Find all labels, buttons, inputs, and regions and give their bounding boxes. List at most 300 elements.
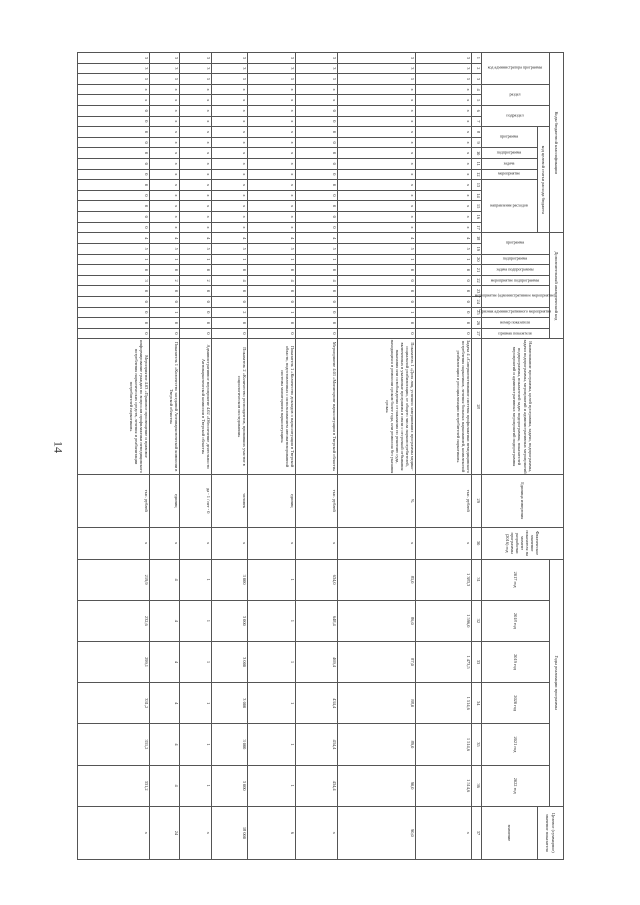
- row-year-value: 4: [150, 641, 180, 682]
- column-number: 3: [472, 74, 482, 85]
- row-year-value: 4: [150, 765, 180, 806]
- code-cell: 3: [78, 275, 150, 286]
- code-cell: x: [416, 169, 472, 180]
- code-cell: x: [338, 148, 416, 159]
- row-factual: x: [416, 527, 472, 559]
- row-name: Показатель 1 «Количество докладов о наркоситуации в Тверской области, подготовленных с использованием автоматизированной системы мониторинга наркоситуации»: [248, 339, 296, 474]
- code-cell: x: [150, 105, 180, 116]
- row-year-value: 1 473,5: [416, 641, 472, 682]
- row-year-value: 1: [248, 641, 296, 682]
- code-cell: 0: [150, 328, 180, 339]
- row-final: x: [78, 806, 150, 859]
- column-number: 29: [472, 474, 482, 527]
- column-number-row: [472, 53, 482, 860]
- header-activity: мероприятие: [482, 169, 538, 180]
- column-number: 4: [472, 84, 482, 95]
- code-cell: x: [248, 84, 296, 95]
- code-cell: 0: [78, 169, 150, 180]
- code-cell: 0: [296, 127, 338, 138]
- row-final: x: [180, 806, 212, 859]
- code-cell: 0: [150, 318, 180, 329]
- row-year-value: 299,1: [78, 641, 150, 682]
- code-cell: x: [248, 169, 296, 180]
- code-cell: x: [180, 222, 212, 233]
- code-cell: 0: [296, 265, 338, 276]
- code-cell: 5: [78, 74, 150, 85]
- code-cell: x: [150, 222, 180, 233]
- code-cell: 3: [78, 63, 150, 74]
- code-cell: x: [248, 190, 296, 201]
- row-final: 6: [248, 806, 296, 859]
- code-cell: x: [416, 105, 472, 116]
- code-cell: 1: [296, 254, 338, 265]
- column-number: 6: [472, 105, 482, 116]
- row-final: 90,0: [338, 806, 416, 859]
- code-cell: 1: [338, 307, 416, 318]
- code-cell: 3: [150, 63, 180, 74]
- code-cell: 0: [212, 265, 248, 276]
- code-cell: x: [248, 180, 296, 191]
- code-cell: x: [150, 201, 180, 212]
- code-cell: 0: [296, 116, 338, 127]
- header-final: Целевое (суммарное) значение показателя: [538, 806, 564, 859]
- column-number: 30: [472, 527, 482, 559]
- code-cell: 0: [296, 137, 338, 148]
- column-number: 23: [472, 286, 482, 297]
- code-cell: 5: [416, 74, 472, 85]
- row-unit: единиц: [248, 474, 296, 527]
- code-cell: x: [248, 127, 296, 138]
- code-cell: 0: [150, 265, 180, 276]
- rotated-table-wrapper: [86, 52, 564, 860]
- column-number: 14: [472, 190, 482, 201]
- row-year-value: 88,0: [338, 683, 416, 724]
- code-cell: 3: [78, 53, 150, 64]
- code-cell: x: [338, 127, 416, 138]
- table-row: [150, 53, 180, 860]
- code-cell: 0: [338, 286, 416, 297]
- column-number: 22: [472, 275, 482, 286]
- row-name: Административное мероприятие 4.02 «Обеспечение деятельности Антинаркотической комиссии в Тверской области»: [180, 339, 212, 474]
- column-number: 16: [472, 211, 482, 222]
- row-year-value: 1 514,6: [416, 765, 472, 806]
- code-cell: x: [416, 137, 472, 148]
- code-cell: x: [248, 211, 296, 222]
- row-factual: x: [338, 527, 416, 559]
- table-row: [296, 53, 338, 860]
- code-cell: x: [150, 137, 180, 148]
- header-year-5: 2021 год: [482, 724, 550, 765]
- column-number: 27: [472, 328, 482, 339]
- header-year-6: 2022 год: [482, 765, 550, 806]
- rotated-page: [86, 52, 564, 860]
- code-cell: 0: [296, 328, 338, 339]
- code-cell: 0: [296, 158, 338, 169]
- code-cell: x: [416, 201, 472, 212]
- row-year-value: 434,4: [296, 724, 338, 765]
- code-cell: x: [338, 201, 416, 212]
- code-cell: x: [248, 137, 296, 148]
- code-cell: 3: [338, 53, 416, 64]
- row-year-value: 3 000: [212, 724, 248, 765]
- code-cell: x: [416, 180, 472, 191]
- code-cell: 0: [78, 148, 150, 159]
- code-cell: x: [212, 137, 248, 148]
- row-year-value: 648,4: [296, 600, 338, 641]
- row-name: Задача 4 «Совершенствование системы профилактики немедицинского потребления наркотиков, лечения больных наркоманией, комплексной реабилитации и ресоциализации потребителей наркотиков»: [416, 339, 472, 474]
- code-cell: x: [180, 190, 212, 201]
- code-cell: 0: [180, 307, 212, 318]
- code-cell: x: [338, 169, 416, 180]
- code-cell: x: [150, 190, 180, 201]
- code-cell: x: [338, 211, 416, 222]
- header-a-activity-sub: мероприятие подпрограммы: [482, 275, 550, 286]
- code-cell: x: [180, 180, 212, 191]
- code-cell: 1: [78, 254, 150, 265]
- code-cell: 0: [212, 286, 248, 297]
- row-year-value: 1: [248, 600, 296, 641]
- code-cell: x: [180, 169, 212, 180]
- code-cell: 4: [180, 233, 212, 244]
- code-cell: 0: [78, 328, 150, 339]
- code-cell: x: [212, 148, 248, 159]
- code-cell: 0: [416, 286, 472, 297]
- code-cell: x: [212, 190, 248, 201]
- row-year-value: 1: [248, 724, 296, 765]
- code-cell: 0: [180, 296, 212, 307]
- code-cell: 5: [296, 74, 338, 85]
- code-cell: x: [248, 105, 296, 116]
- code-cell: 3: [296, 53, 338, 64]
- code-cell: 0: [416, 328, 472, 339]
- table-row: [78, 53, 150, 860]
- header-a-task-sub: задача подпрограммы: [482, 265, 550, 276]
- code-cell: 5: [180, 74, 212, 85]
- table-row: [180, 53, 212, 860]
- column-number: 31: [472, 559, 482, 600]
- column-number: 37: [472, 806, 482, 859]
- code-cell: x: [416, 95, 472, 106]
- code-cell: 5: [338, 74, 416, 85]
- row-year-value: 331,2: [78, 724, 150, 765]
- row-year-value: 85,0: [338, 559, 416, 600]
- code-cell: 5: [78, 243, 150, 254]
- column-number: 17: [472, 222, 482, 233]
- code-cell: 3: [150, 53, 180, 64]
- code-cell: x: [338, 222, 416, 233]
- row-year-value: 90,0: [338, 765, 416, 806]
- row-year-value: 1: [248, 559, 296, 600]
- row-year-value: 232,6: [78, 600, 150, 641]
- header-a-admin-activity: мероприятие (административное мероприятие): [482, 286, 550, 307]
- row-year-value: 3 000: [212, 765, 248, 806]
- code-cell: 0: [296, 307, 338, 318]
- code-cell: 4: [248, 233, 296, 244]
- header-year-1: 2017 год: [482, 559, 550, 600]
- code-cell: 0: [248, 265, 296, 276]
- header-a-indicator-type: признак показателя: [482, 328, 550, 339]
- header-target-article: код целевой статьи расхода бюджета: [538, 127, 550, 233]
- code-cell: 4: [78, 233, 150, 244]
- code-cell: x: [338, 84, 416, 95]
- row-year-value: 4: [150, 600, 180, 641]
- row-year-value: 331,2: [78, 765, 150, 806]
- table-row: [338, 53, 416, 860]
- code-cell: 3: [416, 53, 472, 64]
- code-cell: x: [150, 169, 180, 180]
- code-cell: 0: [296, 296, 338, 307]
- code-cell: x: [212, 158, 248, 169]
- code-cell: 0: [248, 286, 296, 297]
- code-cell: 5: [296, 243, 338, 254]
- code-cell: x: [180, 137, 212, 148]
- column-number: 1: [472, 53, 482, 64]
- code-cell: 5: [212, 243, 248, 254]
- code-cell: x: [212, 180, 248, 191]
- code-cell: 0: [296, 105, 338, 116]
- code-cell: 4: [212, 233, 248, 244]
- code-cell: x: [338, 180, 416, 191]
- header-admin-code: код администратора программы: [482, 53, 550, 85]
- code-cell: x: [150, 180, 180, 191]
- code-cell: 3: [248, 63, 296, 74]
- table-row: [248, 53, 296, 860]
- code-cell: 0: [248, 328, 296, 339]
- budget-program-table: [77, 52, 564, 860]
- row-year-value: 634,0: [296, 559, 338, 600]
- code-cell: x: [416, 148, 472, 159]
- row-unit: человек: [212, 474, 248, 527]
- row-final: x: [296, 806, 338, 859]
- code-cell: 4: [338, 233, 416, 244]
- code-cell: x: [180, 158, 212, 169]
- code-cell: 0: [296, 169, 338, 180]
- header-a-alt: Признак административного мероприятия: [482, 307, 550, 318]
- row-year-value: 86,0: [338, 600, 416, 641]
- code-cell: 0: [296, 148, 338, 159]
- row-year-value: 89,0: [338, 724, 416, 765]
- header-years: Годы реализации программы: [550, 559, 564, 806]
- code-cell: 1: [248, 254, 296, 265]
- row-unit: тыс. рублей: [416, 474, 472, 527]
- row-year-value: 3 000: [212, 641, 248, 682]
- code-cell: 0: [78, 127, 150, 138]
- code-cell: 4: [416, 233, 472, 244]
- header-additional-code: Дополнительный аналитический код: [550, 233, 564, 339]
- column-number: 5: [472, 95, 482, 106]
- column-number: 21: [472, 265, 482, 276]
- code-cell: 0: [180, 318, 212, 329]
- code-cell: 4: [248, 275, 296, 286]
- code-cell: x: [150, 158, 180, 169]
- row-year-value: 469,4: [296, 641, 338, 682]
- code-cell: 0: [78, 201, 150, 212]
- row-year-value: 1 514,6: [416, 683, 472, 724]
- column-number: 35: [472, 724, 482, 765]
- column-number: 9: [472, 137, 482, 148]
- code-cell: 0: [212, 328, 248, 339]
- row-unit: тыс. рублей: [296, 474, 338, 527]
- code-cell: 3: [296, 63, 338, 74]
- code-cell: 4: [150, 233, 180, 244]
- code-cell: x: [180, 201, 212, 212]
- code-cell: 2: [150, 275, 180, 286]
- code-cell: 4: [296, 275, 338, 286]
- code-cell: x: [212, 201, 248, 212]
- header-year-2: 2018 год: [482, 600, 550, 641]
- row-year-value: 1: [180, 600, 212, 641]
- code-cell: 0: [416, 265, 472, 276]
- code-cell: x: [248, 95, 296, 106]
- code-cell: x: [150, 148, 180, 159]
- code-cell: x: [212, 211, 248, 222]
- column-number: 13: [472, 180, 482, 191]
- header-budget-classification: Коды бюджетной классификации: [550, 53, 564, 233]
- code-cell: x: [416, 190, 472, 201]
- row-year-value: 219,9: [78, 559, 150, 600]
- code-cell: x: [212, 127, 248, 138]
- code-cell: x: [416, 127, 472, 138]
- column-number: 12: [472, 169, 482, 180]
- code-cell: 0: [150, 296, 180, 307]
- code-cell: x: [248, 222, 296, 233]
- code-cell: 1: [180, 254, 212, 265]
- column-number: 34: [472, 683, 482, 724]
- column-number: 28: [472, 339, 482, 474]
- header-a-subprogram: подпрограмма: [482, 254, 550, 265]
- code-cell: x: [150, 211, 180, 222]
- code-cell: x: [212, 116, 248, 127]
- column-number: 8: [472, 127, 482, 138]
- code-cell: 0: [296, 222, 338, 233]
- code-cell: 0: [338, 296, 416, 307]
- row-year-value: 4: [150, 683, 180, 724]
- row-year-value: 434,4: [296, 765, 338, 806]
- code-cell: 1: [416, 254, 472, 265]
- row-name: Мероприятие 4.01 «Мониторинг наркоситуации в Тверской области»: [296, 339, 338, 474]
- row-year-value: 1: [180, 765, 212, 806]
- header-a-indicator-number: номер показателя: [482, 318, 550, 329]
- column-number: 11: [472, 158, 482, 169]
- code-cell: x: [180, 105, 212, 116]
- code-cell: x: [180, 148, 212, 159]
- code-cell: 0: [78, 265, 150, 276]
- row-name: Показатель 1 «Количество заседаний Антинаркотической комиссии в Тверской области»: [150, 339, 180, 474]
- code-cell: x: [338, 95, 416, 106]
- code-cell: 5: [338, 243, 416, 254]
- code-cell: 5: [180, 243, 212, 254]
- header-subprogram: подпрограмма: [482, 148, 538, 159]
- code-cell: x: [416, 116, 472, 127]
- row-year-value: 434,4: [296, 683, 338, 724]
- code-cell: 0: [78, 158, 150, 169]
- row-final: x: [416, 806, 472, 859]
- code-cell: 0: [180, 286, 212, 297]
- row-year-value: 1: [248, 765, 296, 806]
- code-cell: 0: [78, 296, 150, 307]
- code-cell: 0: [150, 286, 180, 297]
- header-year-3: 2019 год: [482, 641, 550, 682]
- header-subsection: подраздел: [482, 105, 550, 126]
- code-cell: 5: [212, 74, 248, 85]
- column-number: 2: [472, 63, 482, 74]
- row-factual: x: [296, 527, 338, 559]
- code-cell: x: [180, 95, 212, 106]
- header-factual: Фактическое значение показателя на момент разработки программы (2016) год: [482, 527, 564, 559]
- column-number: 26: [472, 318, 482, 329]
- code-cell: 2: [180, 275, 212, 286]
- header-activity-direction: направление расходов: [482, 180, 538, 233]
- column-number: 10: [472, 148, 482, 159]
- table-row: [212, 53, 248, 860]
- code-cell: 0: [78, 105, 150, 116]
- code-cell: 0: [416, 275, 472, 286]
- code-cell: 0: [78, 222, 150, 233]
- code-cell: 1: [212, 254, 248, 265]
- row-year-value: 4: [150, 724, 180, 765]
- row-name: Мероприятие 4.03 «Правовое просвещение и правовое информирование граждан по вопросам профилактики немедицинского потребления наркотических средств, лечения и реабилитации потребителей наркотиков»: [78, 339, 150, 474]
- code-cell: 0: [78, 190, 150, 201]
- page-number: 14: [51, 441, 66, 453]
- row-unit: тыс. рублей: [78, 474, 150, 527]
- code-cell: x: [338, 137, 416, 148]
- code-cell: 0: [78, 318, 150, 329]
- header-value: значение: [482, 806, 538, 859]
- code-cell: x: [150, 84, 180, 95]
- row-year-value: 1 514,6: [416, 724, 472, 765]
- code-cell: 1: [150, 254, 180, 265]
- code-cell: x: [248, 116, 296, 127]
- code-cell: 0: [416, 318, 472, 329]
- code-cell: 5: [416, 243, 472, 254]
- row-year-value: 1: [180, 724, 212, 765]
- header-task: задача: [482, 158, 538, 169]
- code-cell: x: [416, 158, 472, 169]
- code-cell: 4: [212, 275, 248, 286]
- code-cell: 3: [212, 63, 248, 74]
- row-year-value: 4: [150, 559, 180, 600]
- code-cell: 1: [248, 307, 296, 318]
- row-name: Показатель 2 «Количество респондентов, принявших участие в социологическом исследовании»: [212, 339, 248, 474]
- row-year-value: 87,0: [338, 641, 416, 682]
- code-cell: 0: [248, 318, 296, 329]
- code-cell: 0: [78, 211, 150, 222]
- code-cell: x: [338, 105, 416, 116]
- row-year-value: 1 596,0: [416, 600, 472, 641]
- code-cell: x: [212, 84, 248, 95]
- row-name: Показатель 1 «Доля лиц, успешно завершивших программы медико-социальной реабилитации, от общего числа наркопотребителей, включенных в указанные программы в связи с отсрочкой отбывания наказания или освобождения от наказания по решению суда, находящихся в ремиссии сроком более года, или ремиссия без указания срока»: [338, 339, 416, 474]
- code-cell: 0: [338, 318, 416, 329]
- code-cell: x: [180, 127, 212, 138]
- code-cell: 0: [248, 296, 296, 307]
- code-cell: 0: [416, 296, 472, 307]
- code-cell: x: [212, 95, 248, 106]
- code-cell: 3: [180, 53, 212, 64]
- code-cell: x: [416, 211, 472, 222]
- table-row: [416, 53, 472, 860]
- column-number: 25: [472, 307, 482, 318]
- row-final: 24: [150, 806, 180, 859]
- code-cell: 0: [338, 275, 416, 286]
- column-number: 24: [472, 296, 482, 307]
- code-cell: 0: [296, 286, 338, 297]
- code-cell: 0: [296, 201, 338, 212]
- code-cell: x: [180, 211, 212, 222]
- column-number: 18: [472, 233, 482, 244]
- header-a-program: программа: [482, 233, 550, 254]
- code-cell: 0: [338, 265, 416, 276]
- code-cell: x: [338, 116, 416, 127]
